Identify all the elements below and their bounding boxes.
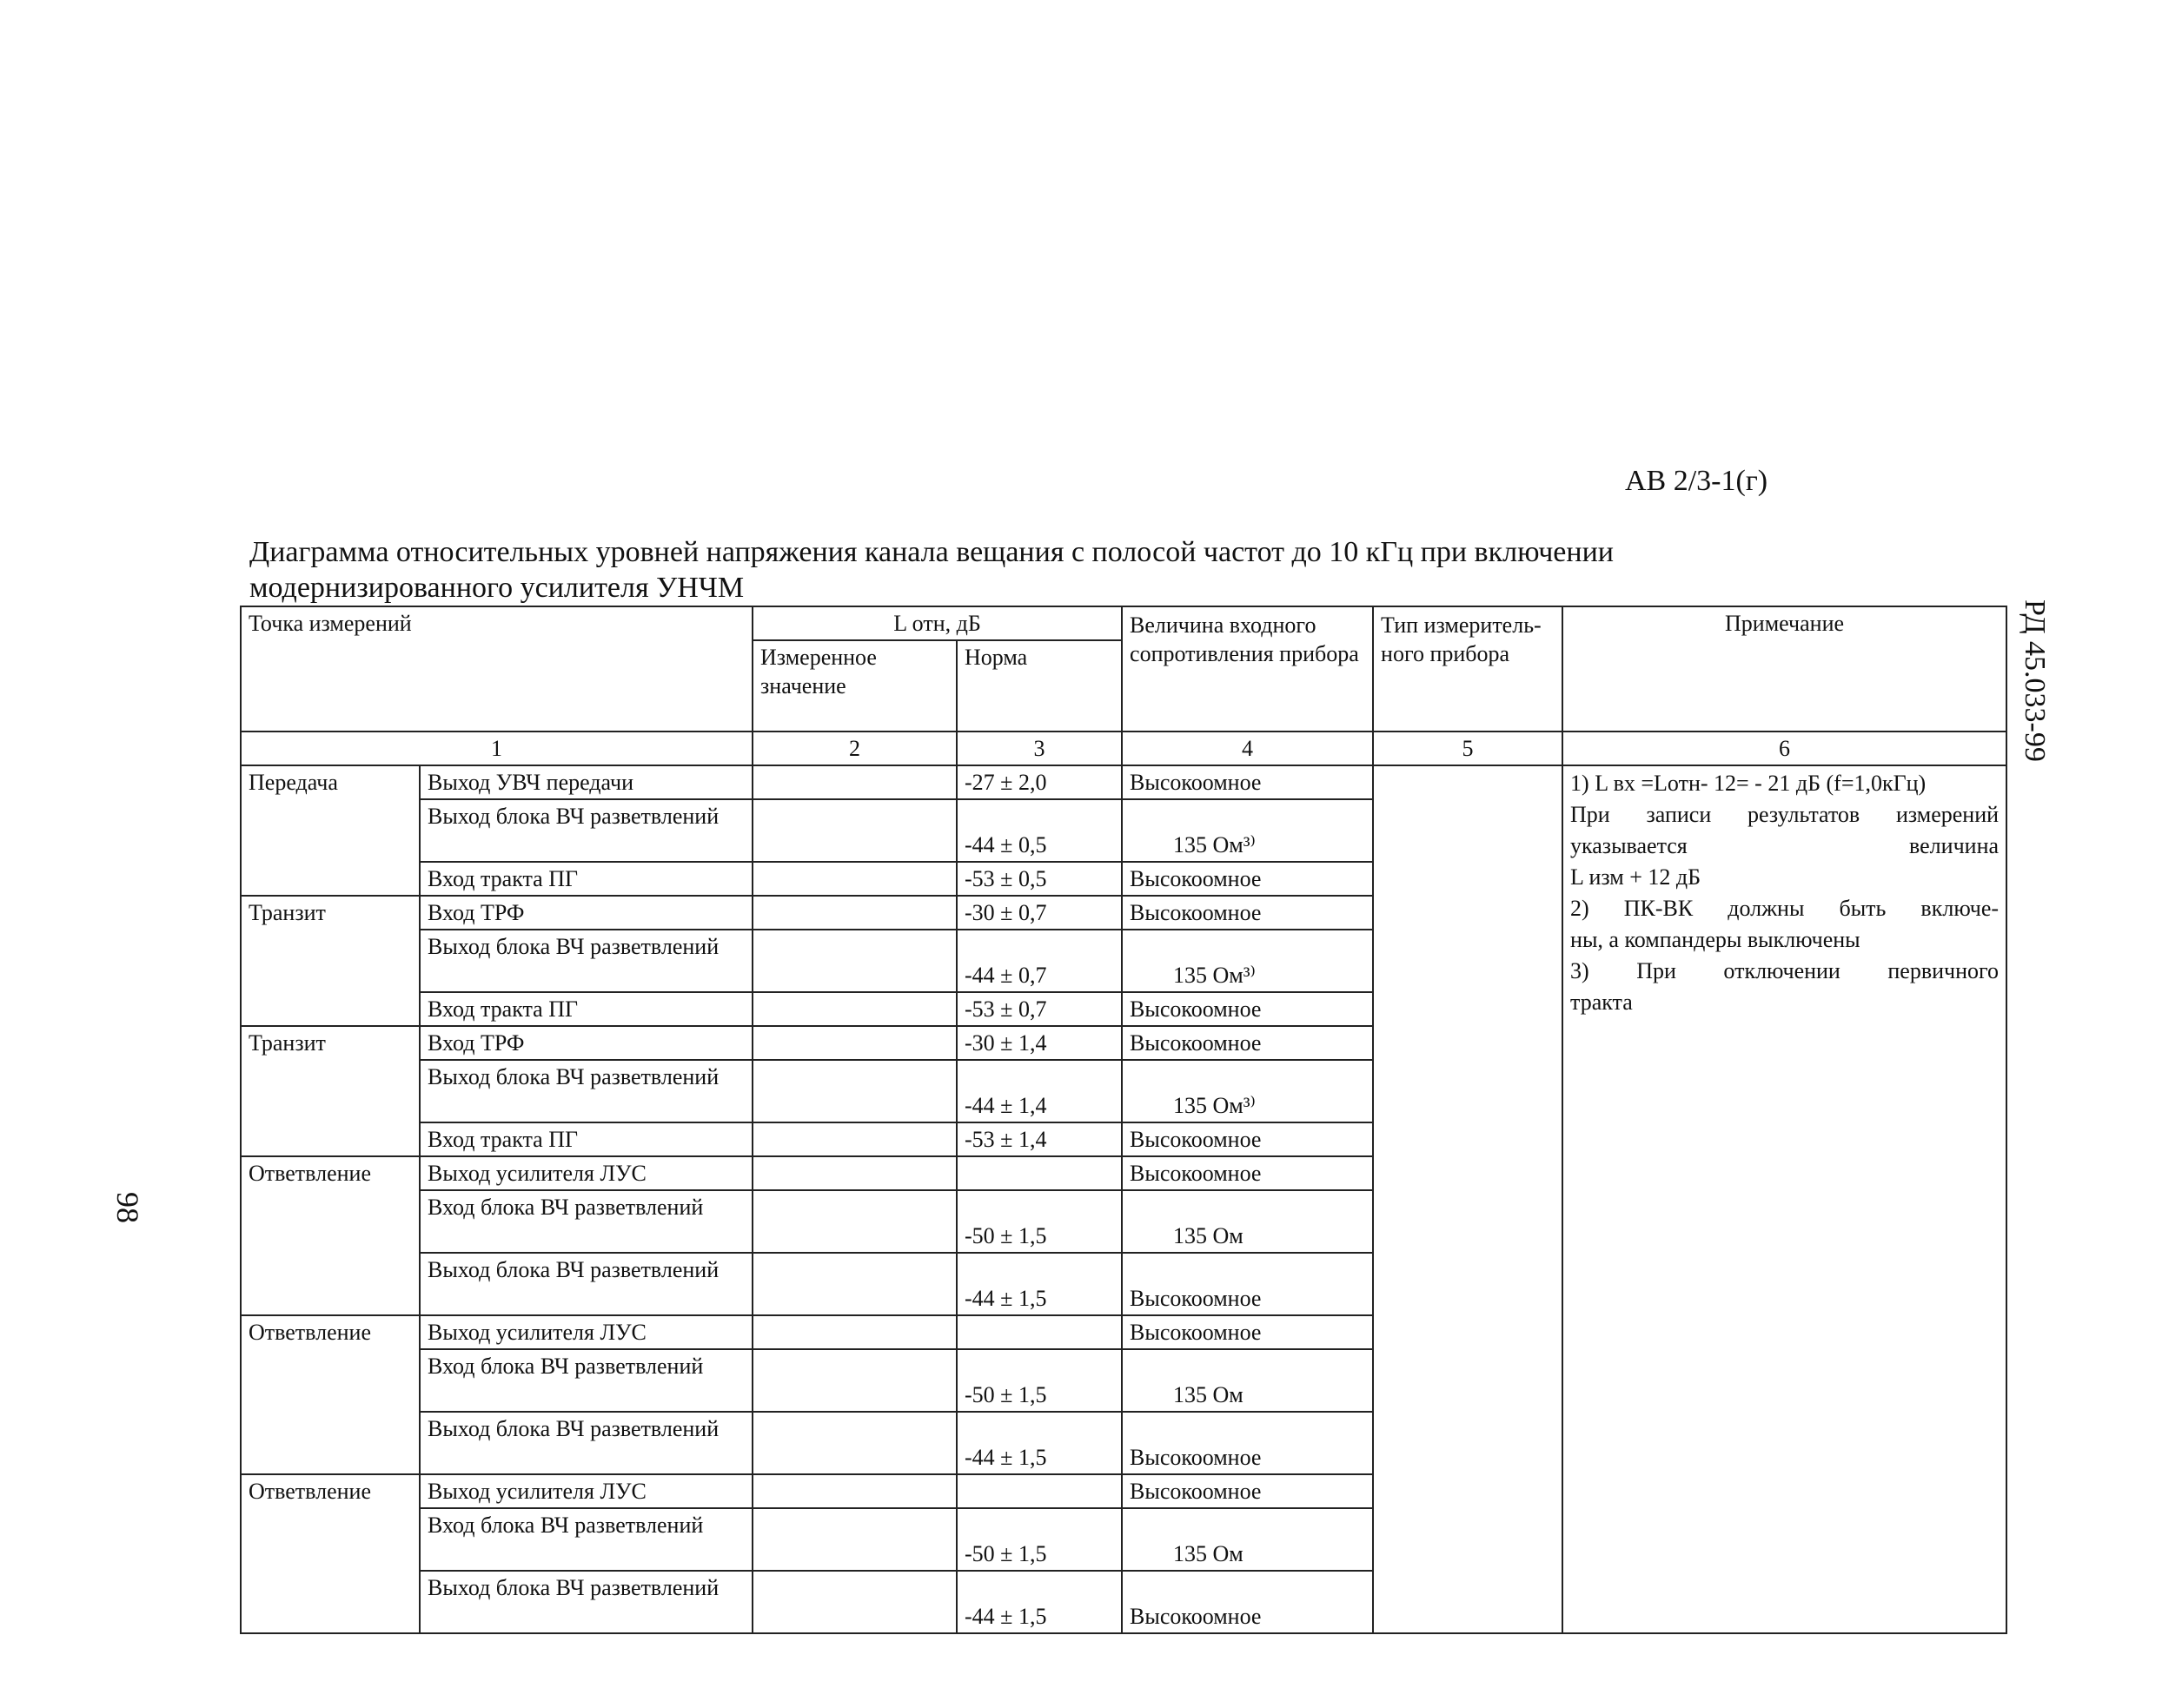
norm-cell: -30 ± 0,7 xyxy=(957,896,1122,930)
header-measured: Измеренное значение xyxy=(753,640,957,732)
point-cell: Выход УВЧ передачи xyxy=(420,765,753,799)
impedance-cell: Высокоомное xyxy=(1122,1156,1373,1190)
norm-cell xyxy=(957,1315,1122,1349)
impedance-cell: Высокоомное xyxy=(1122,1026,1373,1060)
side-document-code: РД 45.033-99 xyxy=(2019,599,2051,762)
note-line: тракта xyxy=(1570,990,1633,1015)
note-line: указывается величина xyxy=(1570,833,2000,858)
impedance-cell: Высокоомное xyxy=(1122,862,1373,896)
col-number: 3 xyxy=(957,732,1122,765)
header-impedance: Величина входного сопротивления прибора xyxy=(1122,606,1373,732)
norm-cell: -44 ± 1,4 xyxy=(957,1060,1122,1122)
point-cell: Выход блока ВЧ разветвлений xyxy=(420,930,753,992)
header-instrument: Тип измеритель-ного прибора xyxy=(1373,606,1562,732)
norm-cell: -50 ± 1,5 xyxy=(957,1508,1122,1571)
impedance-cell: Высокоомное xyxy=(1122,992,1373,1026)
header-note: Примечание xyxy=(1562,606,2006,732)
impedance-cell: Высокоомное xyxy=(1122,1474,1373,1508)
col-number: 6 xyxy=(1562,732,2006,765)
page-number: 98 xyxy=(110,1192,145,1223)
col-number: 2 xyxy=(753,732,957,765)
norm-cell: -44 ± 1,5 xyxy=(957,1571,1122,1633)
group-cell: Ответвление xyxy=(241,1156,420,1315)
point-cell: Выход блока ВЧ разветвлений xyxy=(420,1412,753,1474)
measured-cell xyxy=(753,1253,957,1315)
norm-cell: -44 ± 0,7 xyxy=(957,930,1122,992)
header-point: Точка измерений xyxy=(241,606,753,732)
group-cell: Ответвление xyxy=(241,1474,420,1633)
impedance-cell: 135 Ом³⁾ xyxy=(1122,930,1373,992)
note-line: 2) ПК-ВК должны быть включе- xyxy=(1570,896,2000,921)
measured-cell xyxy=(753,862,957,896)
measured-cell xyxy=(753,896,957,930)
point-cell: Вход ТРФ xyxy=(420,1026,753,1060)
col-number: 4 xyxy=(1122,732,1373,765)
impedance-cell: Высокоомное xyxy=(1122,1315,1373,1349)
document-code: АВ 2/3-1(г) xyxy=(1625,465,1768,497)
header-norm: Норма xyxy=(957,640,1122,732)
norm-cell: -53 ± 0,7 xyxy=(957,992,1122,1026)
point-cell: Выход усилителя ЛУС xyxy=(420,1156,753,1190)
impedance-cell: 135 Ом xyxy=(1122,1349,1373,1412)
note-line: L изм + 12 дБ xyxy=(1570,864,1701,890)
norm-cell: -44 ± 1,5 xyxy=(957,1253,1122,1315)
group-cell: Транзит xyxy=(241,896,420,1026)
col-number: 1 xyxy=(241,732,753,765)
column-number-row xyxy=(241,732,2006,765)
page-title: Диаграмма относительных уровней напряжения канала вещания с полосой частот до 10 кГц при включении модернизированного усилителя УНЧМ xyxy=(249,536,1614,604)
measured-cell xyxy=(753,799,957,862)
point-cell: Вход тракта ПГ xyxy=(420,992,753,1026)
measured-cell xyxy=(753,1571,957,1633)
measured-cell xyxy=(753,1190,957,1253)
impedance-cell: Высокоомное xyxy=(1122,1253,1373,1315)
impedance-cell: 135 Ом³⁾ xyxy=(1122,799,1373,862)
point-cell: Вход блока ВЧ разветвлений xyxy=(420,1349,753,1412)
measurement-table xyxy=(240,606,2007,1634)
norm-cell: -50 ± 1,5 xyxy=(957,1190,1122,1253)
group-cell: Ответвление xyxy=(241,1315,420,1474)
measured-cell xyxy=(753,992,957,1026)
impedance-cell: Высокоомное xyxy=(1122,765,1373,799)
point-cell: Выход усилителя ЛУС xyxy=(420,1474,753,1508)
point-cell: Вход тракта ПГ xyxy=(420,862,753,896)
measured-cell xyxy=(753,1508,957,1571)
impedance-cell: Высокоомное xyxy=(1122,1122,1373,1156)
point-cell: Вход блока ВЧ разветвлений xyxy=(420,1190,753,1253)
measured-cell xyxy=(753,1412,957,1474)
instrument-cell xyxy=(1373,765,1562,1633)
norm-cell xyxy=(957,1474,1122,1508)
notes-cell xyxy=(1562,765,2006,1633)
measured-cell xyxy=(753,1315,957,1349)
point-cell: Выход блока ВЧ разветвлений xyxy=(420,1571,753,1633)
point-cell: Выход усилителя ЛУС xyxy=(420,1315,753,1349)
point-cell: Вход ТРФ xyxy=(420,896,753,930)
measured-cell xyxy=(753,1156,957,1190)
table-row xyxy=(241,765,2006,799)
point-cell: Вход тракта ПГ xyxy=(420,1122,753,1156)
norm-cell: -44 ± 1,5 xyxy=(957,1412,1122,1474)
norm-cell: -30 ± 1,4 xyxy=(957,1026,1122,1060)
measured-cell xyxy=(753,1122,957,1156)
measured-cell xyxy=(753,1026,957,1060)
note-line: 3) При отключении первичного xyxy=(1570,958,2000,983)
norm-cell: -53 ± 0,5 xyxy=(957,862,1122,896)
measured-cell xyxy=(753,1060,957,1122)
impedance-cell: Высокоомное xyxy=(1122,1412,1373,1474)
impedance-cell: 135 Ом xyxy=(1122,1190,1373,1253)
group-cell: Транзит xyxy=(241,1026,420,1156)
point-cell: Выход блока ВЧ разветвлений xyxy=(420,1060,753,1122)
impedance-cell: Высокоомное xyxy=(1122,896,1373,930)
group-cell: Передача xyxy=(241,765,420,896)
note-line: При записи результатов измерений xyxy=(1570,802,2000,827)
col-number: 5 xyxy=(1373,732,1562,765)
impedance-cell: 135 Ом³⁾ xyxy=(1122,1060,1373,1122)
header-level: L отн, дБ xyxy=(753,606,1122,640)
measured-cell xyxy=(753,765,957,799)
point-cell: Вход блока ВЧ разветвлений xyxy=(420,1508,753,1571)
norm-cell: -50 ± 1,5 xyxy=(957,1349,1122,1412)
point-cell: Выход блока ВЧ разветвлений xyxy=(420,1253,753,1315)
point-cell: Выход блока ВЧ разветвлений xyxy=(420,799,753,862)
measured-cell xyxy=(753,1474,957,1508)
measured-cell xyxy=(753,1349,957,1412)
norm-cell xyxy=(957,1156,1122,1190)
note-line: ны, а компандеры выключены xyxy=(1570,927,1860,952)
impedance-cell: Высокоомное xyxy=(1122,1571,1373,1633)
norm-cell: -27 ± 2,0 xyxy=(957,765,1122,799)
norm-cell: -44 ± 0,5 xyxy=(957,799,1122,862)
note-line: 1) L вх =Lотн- 12= - 21 дБ (f=1,0кГц) xyxy=(1570,771,1927,796)
impedance-cell: 135 Ом xyxy=(1122,1508,1373,1571)
header-row xyxy=(241,606,2006,640)
norm-cell: -53 ± 1,4 xyxy=(957,1122,1122,1156)
measured-cell xyxy=(753,930,957,992)
